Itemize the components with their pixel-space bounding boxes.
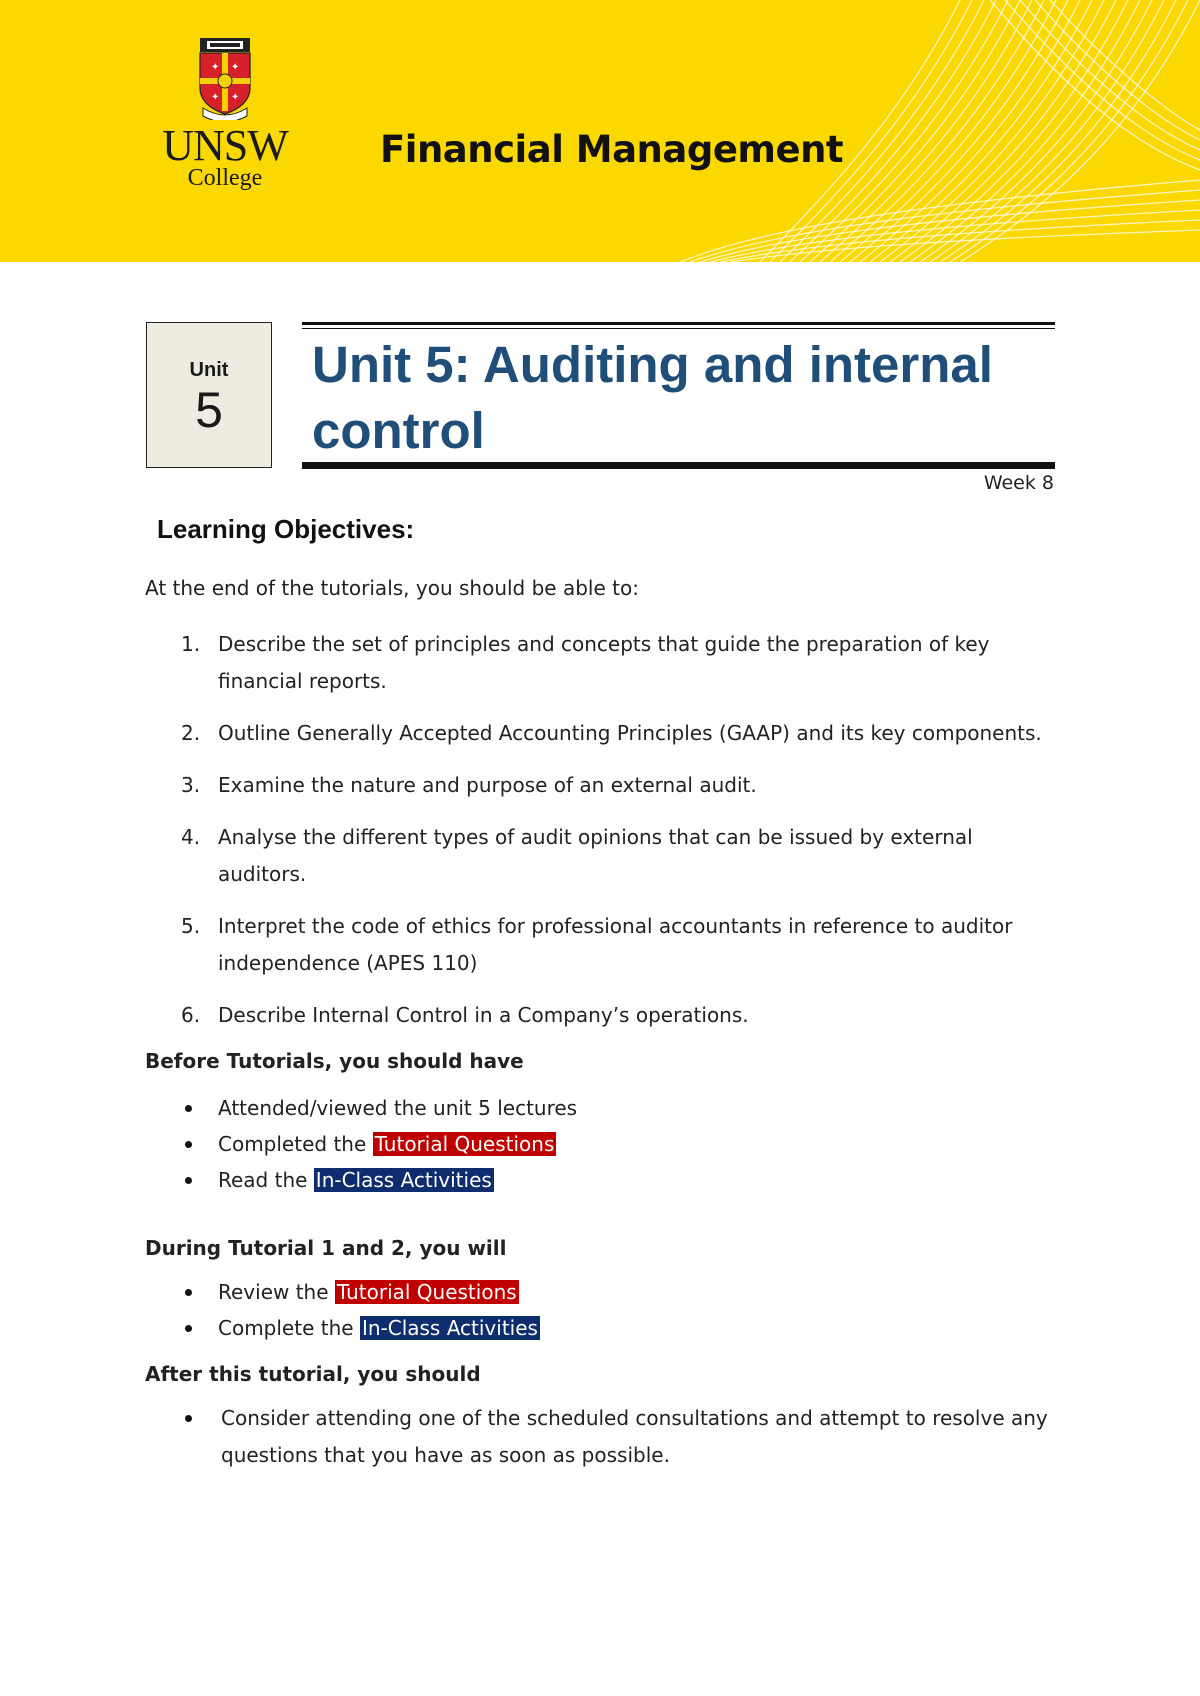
list-item: Read the In-Class Activities bbox=[145, 1162, 1060, 1198]
header-banner bbox=[0, 0, 1200, 262]
bullet-icon bbox=[185, 1325, 192, 1332]
after-tutorial-list bbox=[145, 1400, 1060, 1474]
bullet-icon bbox=[185, 1289, 192, 1296]
svg-text:✦: ✦ bbox=[231, 62, 240, 73]
title-rule-bottom bbox=[302, 462, 1055, 469]
before-tutorials-heading: Before Tutorials, you should have bbox=[145, 1049, 524, 1073]
learning-objectives-heading: Learning Objectives: bbox=[157, 514, 415, 544]
svg-text:✦: ✦ bbox=[211, 92, 220, 103]
during-tutorial-list bbox=[145, 1274, 1060, 1346]
after-tutorial-heading: After this tutorial, you should bbox=[145, 1362, 481, 1386]
list-item: Completed the Tutorial Questions bbox=[145, 1126, 1060, 1162]
title-rule-top-thin bbox=[302, 328, 1055, 329]
before-tutorials-list bbox=[145, 1090, 1060, 1198]
list-item: 1. Describe the set of principles and concepts that guide the preparation of key financial reports. bbox=[181, 632, 990, 693]
logo-wordmark: UNSW bbox=[162, 121, 288, 170]
svg-text:✦: ✦ bbox=[211, 62, 220, 73]
unit-badge-number: 5 bbox=[195, 382, 223, 438]
in-class-activities-link[interactable]: In-Class Activities bbox=[315, 1168, 492, 1192]
svg-text:✦: ✦ bbox=[231, 92, 240, 103]
list-item: Complete the In-Class Activities bbox=[145, 1310, 1060, 1346]
list-item: 5. Interpret the code of ethics for professional accountants in reference to auditor independence (APES 110) bbox=[181, 914, 1013, 975]
unit-title: Unit 5: Auditing and internal control bbox=[312, 336, 993, 459]
list-item: Review the Tutorial Questions bbox=[145, 1274, 1060, 1310]
list-item: 2. Outline Generally Accepted Accounting Principles (GAAP) and its key components. bbox=[181, 721, 1042, 745]
objectives-intro: At the end of the tutorials, you should be able to: bbox=[145, 576, 639, 600]
objectives-list bbox=[145, 626, 1060, 1034]
crest-icon bbox=[197, 36, 253, 120]
during-tutorial-heading: During Tutorial 1 and 2, you will bbox=[145, 1236, 507, 1260]
bullet-icon bbox=[185, 1105, 192, 1112]
bullet-icon bbox=[185, 1415, 192, 1422]
bullet-icon bbox=[185, 1177, 192, 1184]
unit-badge bbox=[146, 322, 272, 468]
bullet-icon bbox=[185, 1141, 192, 1148]
course-title: Financial Management bbox=[380, 128, 844, 171]
list-item: Consider attending one of the scheduled consultations and attempt to resolve any questions that you have as soon as possible. bbox=[145, 1400, 1060, 1474]
in-class-activities-link[interactable]: In-Class Activities bbox=[361, 1316, 538, 1340]
document-body bbox=[145, 576, 1060, 1474]
tutorial-questions-link[interactable]: Tutorial Questions bbox=[374, 1132, 555, 1156]
list-item: 4. Analyse the different types of audit opinions that can be issued by external auditors. bbox=[181, 825, 973, 886]
list-item: 6. Describe Internal Control in a Company’s operations. bbox=[181, 1003, 749, 1027]
list-item: Attended/viewed the unit 5 lectures bbox=[145, 1090, 1060, 1126]
week-label: Week 8 bbox=[983, 472, 1054, 494]
unit-badge-label: Unit bbox=[189, 359, 229, 381]
logo-subtitle: College bbox=[187, 165, 263, 191]
list-item: 3. Examine the nature and purpose of an external audit. bbox=[181, 773, 757, 797]
title-rule-top bbox=[302, 322, 1055, 325]
unsw-college-logo bbox=[150, 36, 300, 190]
tutorial-questions-link[interactable]: Tutorial Questions bbox=[336, 1280, 517, 1304]
